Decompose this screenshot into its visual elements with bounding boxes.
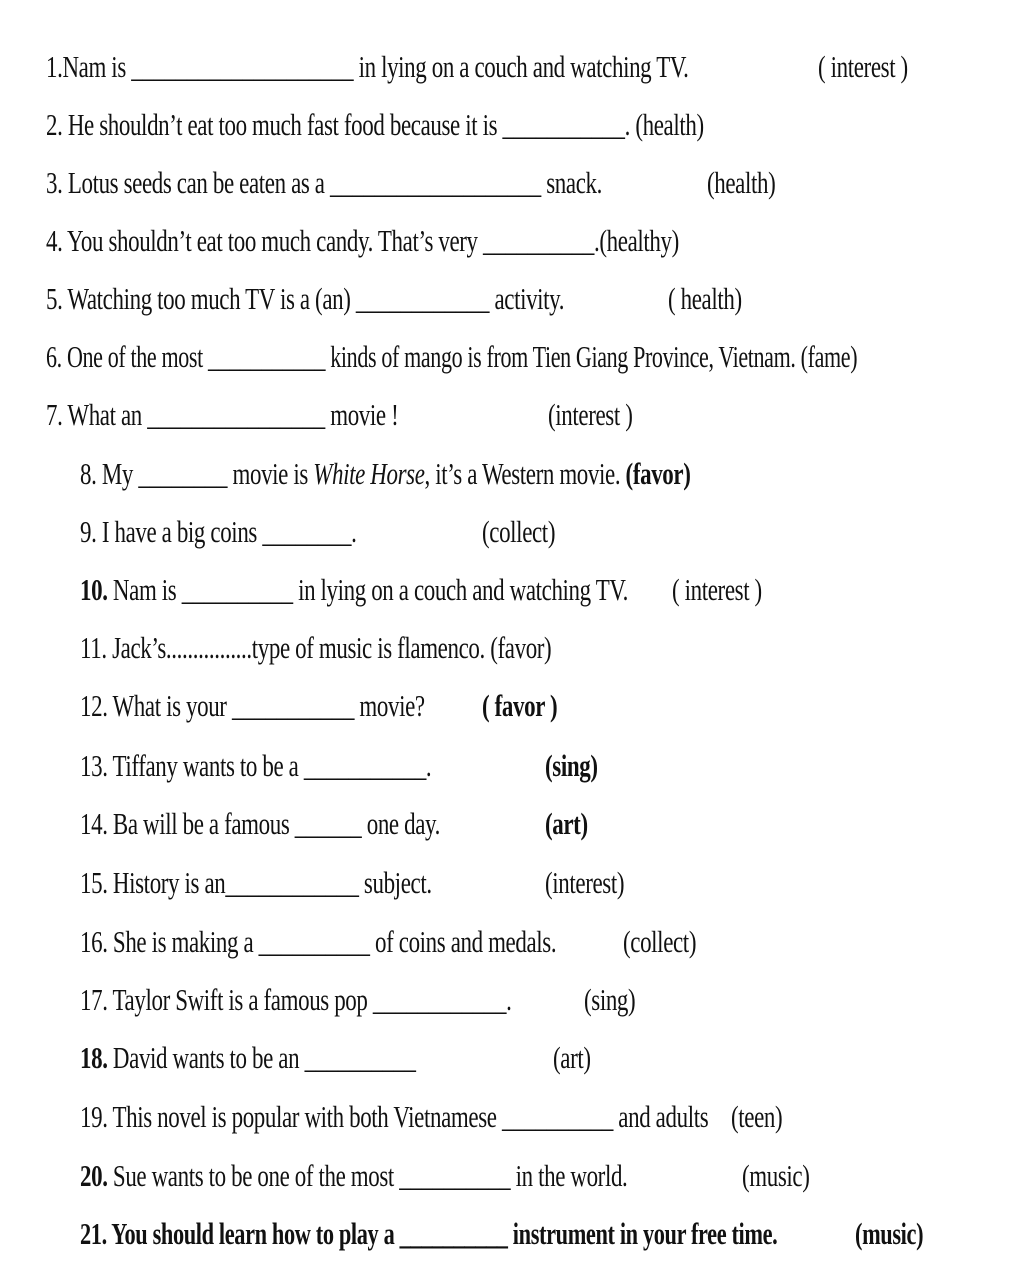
- exercise-19: 19. This novel is popular with both Vietnamese __________ and adults: [80, 1099, 709, 1134]
- blank-8: ________: [138, 456, 228, 491]
- exercise-16: 16. She is making a __________ of coins and medals.: [80, 924, 557, 959]
- blank-2: ___________: [502, 107, 625, 142]
- blank-21: __________: [399, 1216, 508, 1251]
- hint-16: (collect): [623, 924, 697, 959]
- blank-14: ______: [294, 806, 362, 841]
- exercise-4: 4. You shouldn’t eat too much candy. That’s very __________.(healthy): [46, 223, 679, 258]
- exercise-6: 6. One of the most ___________ kinds of mango is from Tien Giang Province, Vietnam. (fame): [46, 339, 858, 374]
- blank-20: __________: [399, 1158, 511, 1193]
- blank-13: ___________: [303, 748, 426, 783]
- blank-5: ____________: [355, 281, 490, 316]
- exercise-17: 17. Taylor Swift is a famous pop ____________.: [80, 982, 512, 1017]
- blank-15: ____________: [225, 865, 359, 900]
- hint-2: (health): [635, 107, 704, 142]
- exercise-8: 8. My ________ movie is White Horse, it’s a Western movie. (favor): [80, 456, 691, 491]
- exercise-18: 18. David wants to be an __________: [80, 1040, 416, 1075]
- exercise-9: 9. I have a big coins ________.: [80, 514, 357, 549]
- exercise-11: 11. Jack’s................type of music is flamenco. (favor): [80, 630, 552, 665]
- blank-16: __________: [258, 924, 370, 959]
- exercise-14: 14. Ba will be a famous ______ one day.: [80, 806, 440, 841]
- hint-4: (healthy): [599, 223, 679, 258]
- hint-8: (favor): [625, 456, 691, 491]
- hint-15: (interest): [545, 865, 625, 900]
- hint-20: (music): [742, 1158, 810, 1193]
- blank-1: ____________________: [131, 49, 354, 84]
- blank-9: ________: [262, 514, 352, 549]
- blank-3: ___________________: [329, 165, 541, 200]
- exercise-2: 2. He shouldn’t eat too much fast food because it is ___________. (health): [46, 107, 704, 142]
- hint-9: (collect): [482, 514, 556, 549]
- hint-7: (interest ): [548, 397, 633, 432]
- hint-18: (art): [553, 1040, 591, 1075]
- hint-21: (music): [855, 1216, 924, 1251]
- hint-13: (sing): [545, 748, 598, 783]
- exercise-7: 7. What an ________________ movie !: [46, 397, 399, 432]
- exercise-10: 10. Nam is __________ in lying on a couch and watching TV.: [80, 572, 628, 607]
- blank-17: ____________: [372, 982, 507, 1017]
- exercise-13: 13. Tiffany wants to be a ___________.: [80, 748, 432, 783]
- blank-7: ________________: [147, 397, 325, 432]
- exercise-1: 1.Nam is ____________________ in lying on a couch and watching TV.: [46, 49, 689, 84]
- hint-19: (teen): [731, 1099, 783, 1134]
- hint-11: (favor): [490, 630, 552, 665]
- hint-6: (fame): [800, 339, 858, 374]
- hint-3: (health): [707, 165, 776, 200]
- blank-18: __________: [304, 1040, 416, 1075]
- blank-19: __________: [501, 1099, 613, 1134]
- hint-10: ( interest ): [672, 572, 762, 607]
- hint-12: ( favor ): [482, 688, 558, 723]
- blank-12: ___________: [231, 688, 355, 723]
- exercise-21: 21. You should learn how to play a __________ instrument in your free time.: [80, 1216, 778, 1251]
- hint-1: ( interest ): [818, 49, 908, 84]
- hint-5: ( health): [668, 281, 742, 316]
- exercise-20: 20. Sue wants to be one of the most __________ in the world.: [80, 1158, 628, 1193]
- exercise-15: 15. History is an____________ subject.: [80, 865, 432, 900]
- exercise-5: 5. Watching too much TV is a (an) ____________ activity.: [46, 281, 565, 316]
- blank-11: ................: [165, 630, 252, 665]
- hint-17: (sing): [584, 982, 636, 1017]
- blank-10: __________: [181, 572, 293, 607]
- hint-14: (art): [545, 806, 588, 841]
- exercise-12: 12. What is your ___________ movie?: [80, 688, 425, 723]
- exercise-3: 3. Lotus seeds can be eaten as a ___________________ snack.: [46, 165, 603, 200]
- blank-4: __________: [483, 223, 595, 258]
- blank-6: ___________: [207, 339, 326, 374]
